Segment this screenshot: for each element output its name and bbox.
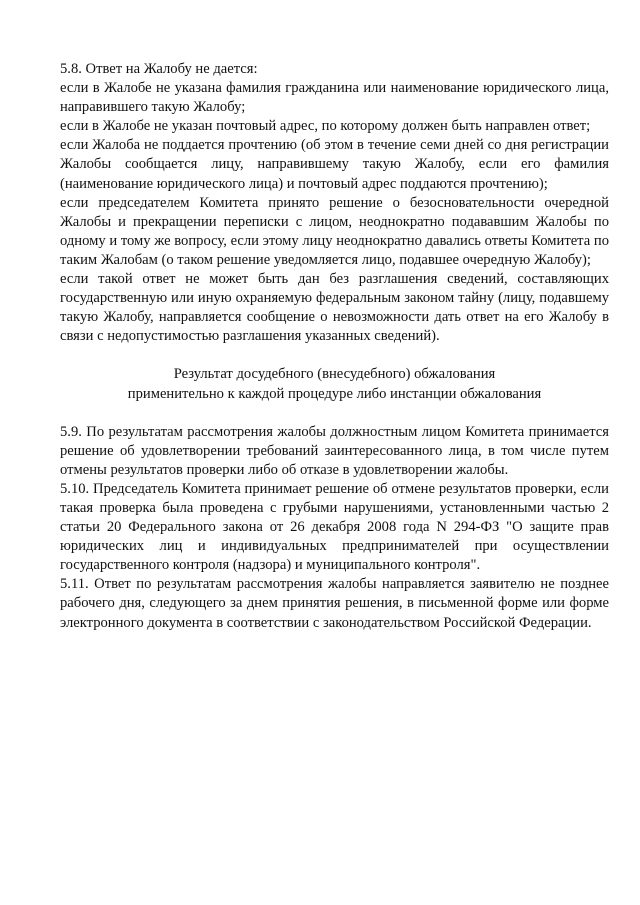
clause-5-11: 5.11. Ответ по результатам рассмотрения жалобы направляется заявителю не позднее рабочего дня, следующего за днем принятия решения, в письменной форме или форме электронного документа в соответствии с законодательством Российской Федерации. [60, 576, 609, 631]
clause-5-8-item-repeated: если председателем Комитета принято решение о безосновательности очередной Жалобы и прекращении переписки с лицом, неоднократно подававшим Жалобы по одному и тому же вопросу, если этому лицу неоднократно давались ответы Комитета по таким Жалобам (о таком решение уведомляется лицо, подавшее очередную Жалобу); [60, 194, 609, 268]
clause-5-8-item-no-name: если в Жалобе не указана фамилия гражданина или наименование юридического лица, направившего такую Жалобу; [60, 80, 609, 116]
clause-5-8-title: 5.8. Ответ на Жалобу не дается: [60, 61, 258, 77]
clause-5-8-item-unreadable: если Жалоба не поддается прочтению (об этом в течение семи дней со дня регистрации Жалобы сообщается лицу, направившему такую Жалобу, если его фамилия (наименование юридического лица) и почтовый адрес поддаются прочтению); [60, 137, 609, 192]
clause-5-8-item-no-address: если в Жалобе не указан почтовый адрес, по которому должен быть направлен ответ; [60, 118, 591, 135]
section-gap [60, 346, 609, 365]
clause-5-8-item-secret: если такой ответ не может быть дан без разглашения сведений, составляющих государственную или иную охраняемую федеральным законом тайну (лицу, подавшему такую Жалобу, направляется сообщение о невозможности дать ответ на его Жалобу в связи с недопустимостью разглашения указанных сведений). [60, 271, 609, 345]
section-gap [60, 404, 609, 423]
clause-5-9: 5.9. По результатам рассмотрения жалобы должностным лицом Комитета принимается решение об удовлетворении требований заинтересованного лица, в том числе путем отмены результатов проверки либо об отказе в удовлетворении жалобы. [60, 423, 609, 478]
clause-5-10: 5.10. Председатель Комитета принимает решение об отмене результатов проверки, если такая проверка была проведена с грубыми нарушениями, установленными частью 2 статьи 20 Федерального закона от 26 декабря 2008 года N 294-ФЗ "О защите прав юридических лиц и индивидуальных предпринимателей при осуществлении государственного контроля (надзора) и муниципального контроля". [60, 480, 609, 574]
section-heading-line-2: применительно к каждой процедуре либо инстанции обжалования [127, 385, 542, 402]
section-heading-line-1: Результат досудебного (внесудебного) обжалования [173, 366, 496, 383]
document-page [60, 60, 609, 633]
